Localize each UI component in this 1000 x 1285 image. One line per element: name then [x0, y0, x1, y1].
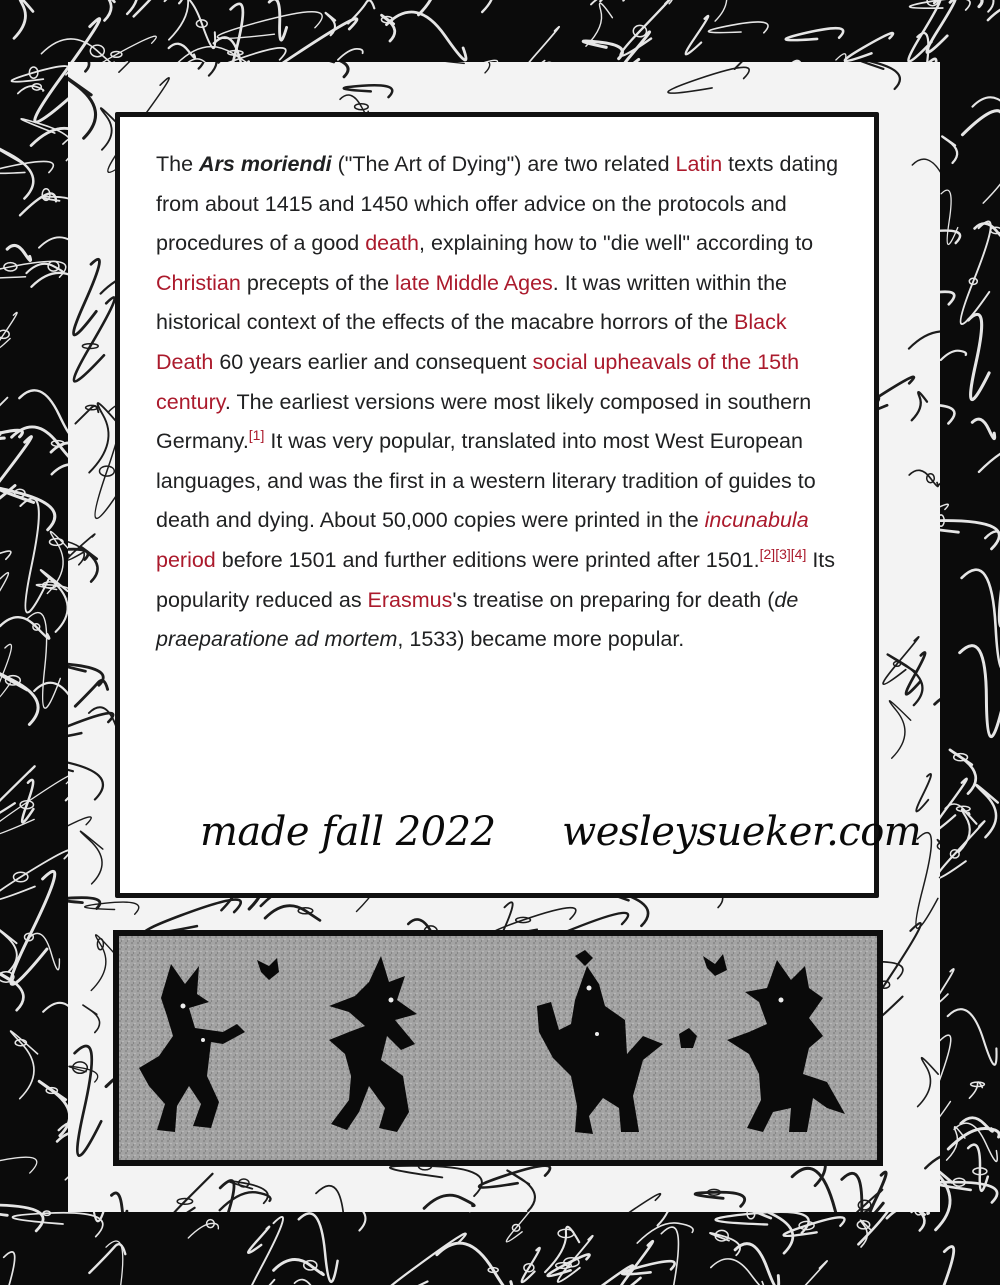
vine-ornament — [637, 1223, 693, 1243]
woodcut-image-panel — [113, 930, 883, 1166]
vine-ornament — [204, 1181, 235, 1212]
vine-ornament — [711, 1259, 764, 1285]
vine-ornament — [104, 0, 114, 20]
link-christian[interactable]: Christian — [156, 270, 241, 295]
vine-ornament — [0, 644, 11, 700]
link-period[interactable]: period — [156, 547, 216, 572]
link-black-death[interactable]: Black Death — [156, 310, 787, 374]
vine-ornament — [311, 62, 348, 77]
vine-ornament — [912, 159, 940, 185]
vine-ornament — [597, 1194, 661, 1212]
vine-ornament — [295, 1280, 317, 1285]
latin-title: de praeparatione ad mortem — [156, 587, 799, 652]
vine-ornament — [68, 713, 113, 739]
vine-ornament — [0, 850, 70, 901]
vine-ornament — [12, 1213, 102, 1237]
vine-ornament — [973, 97, 1000, 155]
vine-ornament — [617, 1241, 653, 1285]
vine-ornament — [698, 0, 727, 21]
vine-ornament — [248, 1227, 269, 1253]
vine-ornament — [80, 831, 102, 884]
vine-ornament — [217, 12, 322, 39]
vine-ornament — [144, 62, 216, 76]
link-death[interactable]: death — [365, 231, 419, 256]
vine-ornament — [68, 73, 96, 138]
vine-ornament — [0, 929, 17, 972]
vine-ornament — [976, 785, 998, 837]
vine-ornament — [0, 1157, 37, 1181]
incunabula-term: incunabula — [704, 508, 809, 533]
link-latin[interactable]: Latin — [675, 152, 723, 176]
vine-ornament — [975, 223, 1000, 238]
vine-ornament — [963, 111, 1000, 135]
vine-ornament — [437, 1243, 513, 1285]
vine-ornament — [912, 392, 927, 420]
vine-ornament — [338, 49, 363, 60]
vine-ornament — [68, 756, 103, 799]
footnote-ref-1[interactable]: [1] — [248, 427, 265, 444]
text-run: Its popularity reduced as — [156, 547, 836, 612]
text-run: 60 years earlier and consequent — [213, 349, 533, 374]
vine-ornament — [686, 16, 709, 54]
link-erasmus[interactable]: Erasmus — [367, 587, 453, 612]
vine-ornament — [960, 646, 1000, 737]
vine-ornament — [961, 222, 991, 325]
text-run: It was very popular, translated into most West European languages, and was the first in a western literary tradition of guides to death and dying. About 50,000 copies were printed in the — [156, 429, 816, 533]
made-date-signature: made fall 2022 — [200, 809, 496, 855]
vine-ornament — [0, 261, 66, 278]
vine-ornament — [983, 148, 1000, 203]
vine-ornament — [20, 498, 49, 612]
vine-ornament — [507, 1170, 535, 1211]
vine-ornament — [0, 1205, 43, 1231]
vine-ornament — [85, 902, 139, 914]
vine-ornament — [942, 136, 957, 162]
vine-ornament — [968, 314, 989, 399]
vine-ornament — [932, 1247, 953, 1285]
link-social-upheavals[interactable]: social upheavals of the 15th century — [156, 349, 800, 414]
vine-ornament — [909, 331, 940, 352]
vine-ornament — [73, 259, 99, 335]
footnote-ref-2[interactable]: [2] — [759, 545, 776, 562]
vine-ornament — [988, 4, 1000, 20]
text-run: 's treatise on preparing for death ( — [452, 587, 775, 612]
vine-ornament — [948, 1009, 997, 1065]
vine-ornament — [591, 0, 624, 4]
vine-ornament — [68, 898, 100, 909]
vine-ornament — [979, 445, 1000, 471]
vine-ornament — [856, 62, 900, 89]
text-run: . The earliest versions were most likely composed in southern Germany. — [156, 389, 812, 454]
vine-ornament — [786, 28, 843, 40]
article-paragraph — [156, 145, 846, 660]
vine-ornament — [0, 488, 55, 530]
vine-ornament — [75, 680, 107, 706]
vine-ornament — [869, 1172, 886, 1212]
vine-ornament — [169, 44, 195, 58]
vine-ornament — [708, 22, 768, 33]
vine-ornament — [0, 617, 49, 638]
text-run: texts dating from about 1415 and 1450 which offer advice on the protocols and procedures of a good — [156, 152, 839, 256]
vine-ornament — [19, 390, 73, 436]
vine-ornament — [583, 41, 622, 59]
vine-ornament — [600, 0, 613, 1]
dancing-creatures-icon — [119, 936, 877, 1160]
vine-ornament — [175, 0, 183, 3]
vine-ornament — [316, 1186, 362, 1212]
vine-ornament — [916, 774, 931, 811]
text-run: ("The Art of Dying") are two related — [331, 152, 676, 176]
footnote-ref-3[interactable]: [3] — [775, 545, 791, 562]
vine-ornament — [76, 62, 90, 71]
text-run: . It was written within the historical context of the effects of the macabre horrors of the — [156, 270, 787, 335]
link-incunabula[interactable] — [705, 508, 809, 532]
vine-ornament — [938, 430, 940, 486]
vine-ornament — [908, 0, 940, 61]
vine-ornament — [479, 1166, 550, 1188]
vine-ornament — [431, 62, 489, 73]
link-late-middle-ages[interactable]: late Middle Ages — [395, 270, 553, 295]
vine-ornament — [112, 1193, 127, 1212]
vine-ornament — [161, 62, 205, 69]
vine-ornament — [106, 1241, 134, 1285]
vine-ornament — [387, 12, 467, 60]
vine-ornament — [482, 0, 500, 12]
vine-ornament — [0, 145, 33, 198]
vine-ornament — [935, 697, 940, 809]
vine-ornament — [941, 351, 966, 360]
leaf-ornament — [937, 843, 940, 850]
text-run: The — [156, 152, 200, 176]
vine-ornament — [169, 0, 201, 40]
vine-ornament — [889, 701, 910, 759]
vine-ornament — [21, 119, 73, 161]
vine-ornament — [11, 1031, 38, 1099]
vine-ornament — [0, 1252, 17, 1285]
footnote-ref-4[interactable]: [4] — [790, 545, 807, 562]
vine-ornament — [710, 1233, 740, 1255]
vine-ornament — [661, 1227, 689, 1285]
vine-ornament — [424, 1195, 474, 1208]
text-run: , explaining how to "die well" according to — [419, 231, 814, 256]
text-panel — [115, 112, 922, 898]
vine-ornament — [936, 1182, 997, 1202]
text-run: , 1533) became more popular. — [397, 627, 685, 652]
vine-ornament — [0, 766, 35, 819]
vine-ornament — [98, 0, 138, 14]
vine-ornament — [390, 1166, 482, 1196]
vine-ornament — [168, 1174, 213, 1212]
vine-ornament — [7, 245, 30, 260]
vine-ornament — [925, 1153, 940, 1176]
vine-ornament — [377, 1234, 466, 1285]
vine-ornament — [83, 1005, 100, 1032]
vine-ornament — [119, 62, 170, 72]
ars-moriendi-term: Ars moriendi — [199, 152, 332, 176]
vine-ornament — [101, 108, 116, 150]
vine-ornament — [668, 67, 749, 93]
vine-ornament — [134, 0, 182, 16]
vine-ornament — [972, 419, 994, 439]
vine-ornament — [89, 1244, 125, 1273]
vine-ornament — [792, 1168, 851, 1212]
website-signature-link[interactable]: wesleysueker.com — [562, 809, 922, 855]
vine-ornament — [845, 33, 893, 61]
text-run: before 1501 and further editions were printed after 1501. — [215, 547, 760, 572]
vine-ornament — [39, 1081, 70, 1135]
text-run: precepts of the — [240, 270, 396, 295]
vine-ornament — [68, 817, 91, 854]
vine-ornament — [419, 0, 448, 15]
vine-ornament — [918, 1058, 939, 1107]
vine-ornament — [14, 0, 33, 38]
vine-ornament — [220, 1192, 271, 1210]
vine-ornament — [941, 190, 958, 244]
